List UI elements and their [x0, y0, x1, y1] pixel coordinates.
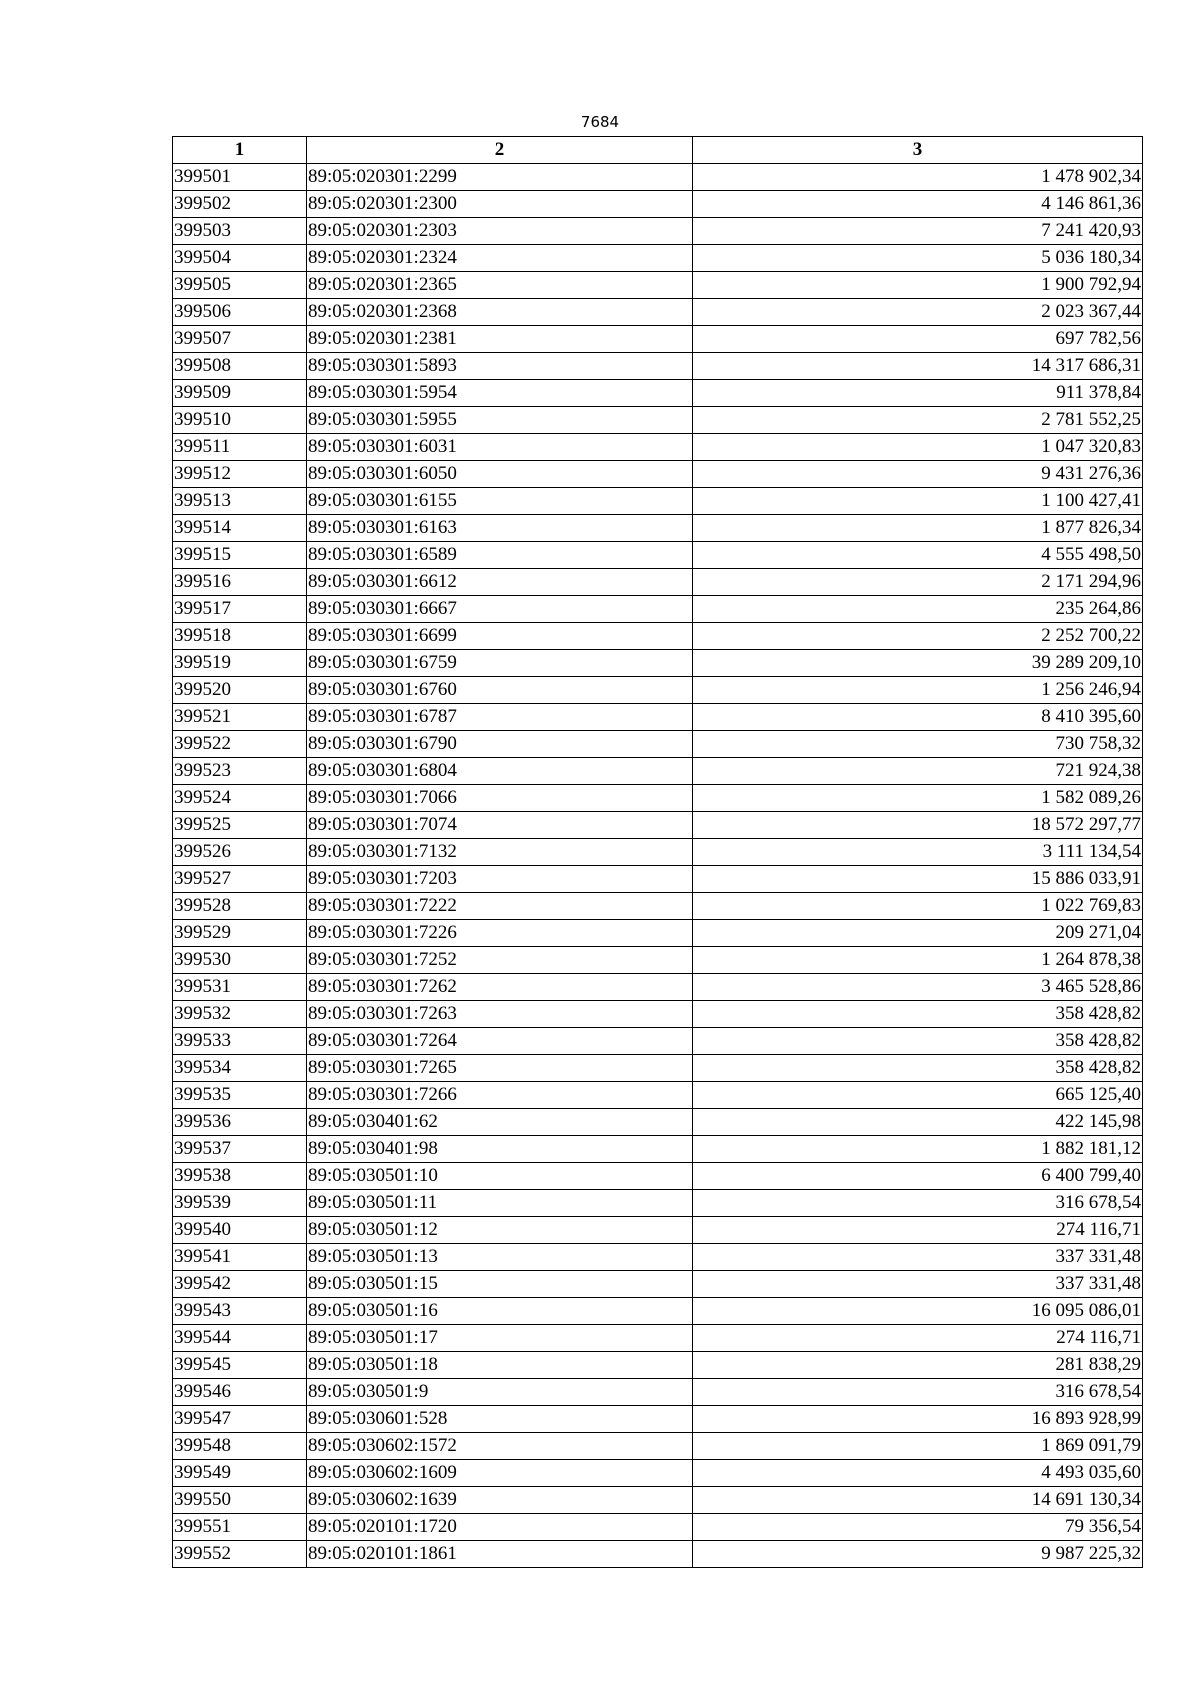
value-cell: 18 572 297,77	[693, 812, 1143, 839]
row-number-cell: 399522	[173, 731, 307, 758]
table-row	[173, 785, 1143, 812]
value-cell: 274 116,71	[693, 1217, 1143, 1244]
table-row	[173, 623, 1143, 650]
column-header-3: 3	[693, 137, 1143, 164]
row-number-cell: 399536	[173, 1109, 307, 1136]
cadastral-number-cell: 89:05:030301:7262	[307, 974, 693, 1001]
row-number-cell: 399512	[173, 461, 307, 488]
value-cell: 1 478 902,34	[693, 164, 1143, 191]
value-cell: 337 331,48	[693, 1244, 1143, 1271]
value-cell: 3 111 134,54	[693, 839, 1143, 866]
value-cell: 721 924,38	[693, 758, 1143, 785]
cadastral-number-cell: 89:05:030301:6589	[307, 542, 693, 569]
row-number-cell: 399541	[173, 1244, 307, 1271]
table-row	[173, 515, 1143, 542]
table-row	[173, 1379, 1143, 1406]
cadastral-number-cell: 89:05:030301:6031	[307, 434, 693, 461]
cadastral-number-cell: 89:05:030501:12	[307, 1217, 693, 1244]
value-cell: 15 886 033,91	[693, 866, 1143, 893]
table-row	[173, 461, 1143, 488]
table-row	[173, 434, 1143, 461]
row-number-cell: 399534	[173, 1055, 307, 1082]
cadastral-number-cell: 89:05:030301:7252	[307, 947, 693, 974]
cadastral-number-cell: 89:05:030301:7266	[307, 1082, 693, 1109]
row-number-cell: 399527	[173, 866, 307, 893]
table-row	[173, 704, 1143, 731]
value-cell: 39 289 209,10	[693, 650, 1143, 677]
row-number-cell: 399532	[173, 1001, 307, 1028]
value-cell: 316 678,54	[693, 1190, 1143, 1217]
table-row	[173, 191, 1143, 218]
cadastral-number-cell: 89:05:030501:9	[307, 1379, 693, 1406]
row-number-cell: 399524	[173, 785, 307, 812]
cadastral-number-cell: 89:05:030301:7265	[307, 1055, 693, 1082]
row-number-cell: 399531	[173, 974, 307, 1001]
table-row	[173, 974, 1143, 1001]
cadastral-number-cell: 89:05:030501:11	[307, 1190, 693, 1217]
value-cell: 274 116,71	[693, 1325, 1143, 1352]
table-row	[173, 407, 1143, 434]
cadastral-number-cell: 89:05:030602:1609	[307, 1460, 693, 1487]
row-number-cell: 399545	[173, 1352, 307, 1379]
data-table	[172, 136, 1143, 1568]
value-cell: 358 428,82	[693, 1028, 1143, 1055]
cadastral-number-cell: 89:05:030501:13	[307, 1244, 693, 1271]
row-number-cell: 399528	[173, 893, 307, 920]
row-number-cell: 399533	[173, 1028, 307, 1055]
table-row	[173, 353, 1143, 380]
value-cell: 14 691 130,34	[693, 1487, 1143, 1514]
value-cell: 5 036 180,34	[693, 245, 1143, 272]
cadastral-number-cell: 89:05:030301:6787	[307, 704, 693, 731]
table-row	[173, 677, 1143, 704]
value-cell: 358 428,82	[693, 1001, 1143, 1028]
cadastral-number-cell: 89:05:030501:16	[307, 1298, 693, 1325]
row-number-cell: 399539	[173, 1190, 307, 1217]
cadastral-number-cell: 89:05:030601:528	[307, 1406, 693, 1433]
row-number-cell: 399519	[173, 650, 307, 677]
value-cell: 911 378,84	[693, 380, 1143, 407]
row-number-cell: 399552	[173, 1541, 307, 1568]
table-row	[173, 1271, 1143, 1298]
value-cell: 1 047 320,83	[693, 434, 1143, 461]
value-cell: 16 095 086,01	[693, 1298, 1143, 1325]
value-cell: 1 582 089,26	[693, 785, 1143, 812]
row-number-cell: 399518	[173, 623, 307, 650]
row-number-cell: 399501	[173, 164, 307, 191]
cadastral-number-cell: 89:05:020301:2381	[307, 326, 693, 353]
table-row	[173, 1082, 1143, 1109]
cadastral-number-cell: 89:05:030501:15	[307, 1271, 693, 1298]
row-number-cell: 399540	[173, 1217, 307, 1244]
value-cell: 2 023 367,44	[693, 299, 1143, 326]
row-number-cell: 399551	[173, 1514, 307, 1541]
cadastral-number-cell: 89:05:030301:5955	[307, 407, 693, 434]
cadastral-number-cell: 89:05:020101:1861	[307, 1541, 693, 1568]
cadastral-number-cell: 89:05:020301:2300	[307, 191, 693, 218]
cadastral-number-cell: 89:05:030301:7074	[307, 812, 693, 839]
table-row	[173, 758, 1143, 785]
row-number-cell: 399507	[173, 326, 307, 353]
cadastral-number-cell: 89:05:030301:7066	[307, 785, 693, 812]
value-cell: 7 241 420,93	[693, 218, 1143, 245]
row-number-cell: 399514	[173, 515, 307, 542]
table-row	[173, 245, 1143, 272]
table-row	[173, 1406, 1143, 1433]
row-number-cell: 399517	[173, 596, 307, 623]
value-cell: 697 782,56	[693, 326, 1143, 353]
table-row	[173, 650, 1143, 677]
cadastral-number-cell: 89:05:030301:6699	[307, 623, 693, 650]
value-cell: 79 356,54	[693, 1514, 1143, 1541]
cadastral-number-cell: 89:05:030301:6163	[307, 515, 693, 542]
value-cell: 1 022 769,83	[693, 893, 1143, 920]
row-number-cell: 399509	[173, 380, 307, 407]
cadastral-number-cell: 89:05:030301:7222	[307, 893, 693, 920]
column-header-2: 2	[307, 137, 693, 164]
table-row	[173, 218, 1143, 245]
row-number-cell: 399510	[173, 407, 307, 434]
cadastral-number-cell: 89:05:020301:2303	[307, 218, 693, 245]
table-row	[173, 1298, 1143, 1325]
row-number-cell: 399505	[173, 272, 307, 299]
cadastral-number-cell: 89:05:030501:17	[307, 1325, 693, 1352]
value-cell: 358 428,82	[693, 1055, 1143, 1082]
table-row	[173, 542, 1143, 569]
table-row	[173, 569, 1143, 596]
table-row	[173, 1109, 1143, 1136]
value-cell: 9 987 225,32	[693, 1541, 1143, 1568]
row-number-cell: 399508	[173, 353, 307, 380]
cadastral-number-cell: 89:05:030401:62	[307, 1109, 693, 1136]
cadastral-number-cell: 89:05:030301:7203	[307, 866, 693, 893]
table-row	[173, 1541, 1143, 1568]
table-row	[173, 1028, 1143, 1055]
value-cell: 6 400 799,40	[693, 1163, 1143, 1190]
cadastral-number-cell: 89:05:020301:2368	[307, 299, 693, 326]
table-row	[173, 272, 1143, 299]
row-number-cell: 399530	[173, 947, 307, 974]
cadastral-number-cell: 89:05:030301:7263	[307, 1001, 693, 1028]
value-cell: 9 431 276,36	[693, 461, 1143, 488]
row-number-cell: 399550	[173, 1487, 307, 1514]
table-row	[173, 1055, 1143, 1082]
table-row	[173, 299, 1143, 326]
row-number-cell: 399543	[173, 1298, 307, 1325]
table-row	[173, 1001, 1143, 1028]
row-number-cell: 399538	[173, 1163, 307, 1190]
cadastral-number-cell: 89:05:020101:1720	[307, 1514, 693, 1541]
cadastral-number-cell: 89:05:020301:2365	[307, 272, 693, 299]
row-number-cell: 399549	[173, 1460, 307, 1487]
value-cell: 8 410 395,60	[693, 704, 1143, 731]
row-number-cell: 399525	[173, 812, 307, 839]
table-row	[173, 893, 1143, 920]
cadastral-number-cell: 89:05:030301:5893	[307, 353, 693, 380]
table-row	[173, 1217, 1143, 1244]
table-row	[173, 1325, 1143, 1352]
column-header-1: 1	[173, 137, 307, 164]
row-number-cell: 399503	[173, 218, 307, 245]
value-cell: 1 869 091,79	[693, 1433, 1143, 1460]
value-cell: 2 781 552,25	[693, 407, 1143, 434]
row-number-cell: 399535	[173, 1082, 307, 1109]
table-row	[173, 731, 1143, 758]
row-number-cell: 399520	[173, 677, 307, 704]
cadastral-number-cell: 89:05:030501:18	[307, 1352, 693, 1379]
cadastral-number-cell: 89:05:030602:1639	[307, 1487, 693, 1514]
row-number-cell: 399523	[173, 758, 307, 785]
table-row	[173, 380, 1143, 407]
table-row	[173, 920, 1143, 947]
table-row	[173, 1487, 1143, 1514]
value-cell: 209 271,04	[693, 920, 1143, 947]
cadastral-number-cell: 89:05:030301:6790	[307, 731, 693, 758]
table-row	[173, 1190, 1143, 1217]
cadastral-number-cell: 89:05:030301:7132	[307, 839, 693, 866]
value-cell: 1 900 792,94	[693, 272, 1143, 299]
cadastral-number-cell: 89:05:030602:1572	[307, 1433, 693, 1460]
value-cell: 730 758,32	[693, 731, 1143, 758]
table-row	[173, 596, 1143, 623]
cadastral-number-cell: 89:05:030301:6667	[307, 596, 693, 623]
table-row	[173, 164, 1143, 191]
row-number-cell: 399521	[173, 704, 307, 731]
value-cell: 2 171 294,96	[693, 569, 1143, 596]
value-cell: 1 100 427,41	[693, 488, 1143, 515]
cadastral-number-cell: 89:05:030301:6050	[307, 461, 693, 488]
cadastral-number-cell: 89:05:030301:6155	[307, 488, 693, 515]
row-number-cell: 399513	[173, 488, 307, 515]
page-number: 7684	[580, 113, 620, 131]
row-number-cell: 399546	[173, 1379, 307, 1406]
table-header	[173, 137, 1143, 164]
row-number-cell: 399548	[173, 1433, 307, 1460]
value-cell: 14 317 686,31	[693, 353, 1143, 380]
table-row	[173, 866, 1143, 893]
table-row	[173, 326, 1143, 353]
value-cell: 4 146 861,36	[693, 191, 1143, 218]
cadastral-number-cell: 89:05:030301:7264	[307, 1028, 693, 1055]
row-number-cell: 399515	[173, 542, 307, 569]
cadastral-number-cell: 89:05:020301:2324	[307, 245, 693, 272]
value-cell: 16 893 928,99	[693, 1406, 1143, 1433]
row-number-cell: 399511	[173, 434, 307, 461]
cadastral-number-cell: 89:05:030301:6612	[307, 569, 693, 596]
table-row	[173, 1352, 1143, 1379]
table-row	[173, 1433, 1143, 1460]
value-cell: 2 252 700,22	[693, 623, 1143, 650]
row-number-cell: 399526	[173, 839, 307, 866]
value-cell: 665 125,40	[693, 1082, 1143, 1109]
cadastral-number-cell: 89:05:030401:98	[307, 1136, 693, 1163]
value-cell: 1 882 181,12	[693, 1136, 1143, 1163]
table-row	[173, 1136, 1143, 1163]
row-number-cell: 399502	[173, 191, 307, 218]
table-body	[173, 164, 1143, 1568]
cadastral-number-cell: 89:05:030301:6760	[307, 677, 693, 704]
value-cell: 4 555 498,50	[693, 542, 1143, 569]
cadastral-number-cell: 89:05:030501:10	[307, 1163, 693, 1190]
table-row	[173, 1163, 1143, 1190]
table-row	[173, 488, 1143, 515]
header-row	[173, 137, 1143, 164]
value-cell: 316 678,54	[693, 1379, 1143, 1406]
row-number-cell: 399547	[173, 1406, 307, 1433]
table-row	[173, 839, 1143, 866]
row-number-cell: 399529	[173, 920, 307, 947]
cadastral-number-cell: 89:05:030301:6804	[307, 758, 693, 785]
value-cell: 1 256 246,94	[693, 677, 1143, 704]
value-cell: 1 264 878,38	[693, 947, 1143, 974]
cadastral-number-cell: 89:05:030301:5954	[307, 380, 693, 407]
table-row	[173, 812, 1143, 839]
cadastral-number-cell: 89:05:030301:7226	[307, 920, 693, 947]
cadastral-number-cell: 89:05:030301:6759	[307, 650, 693, 677]
value-cell: 235 264,86	[693, 596, 1143, 623]
row-number-cell: 399544	[173, 1325, 307, 1352]
value-cell: 4 493 035,60	[693, 1460, 1143, 1487]
value-cell: 281 838,29	[693, 1352, 1143, 1379]
row-number-cell: 399516	[173, 569, 307, 596]
row-number-cell: 399542	[173, 1271, 307, 1298]
cadastral-number-cell: 89:05:020301:2299	[307, 164, 693, 191]
value-cell: 422 145,98	[693, 1109, 1143, 1136]
table-row	[173, 947, 1143, 974]
table-row	[173, 1514, 1143, 1541]
row-number-cell: 399537	[173, 1136, 307, 1163]
row-number-cell: 399504	[173, 245, 307, 272]
row-number-cell: 399506	[173, 299, 307, 326]
table-row	[173, 1460, 1143, 1487]
table-row	[173, 1244, 1143, 1271]
value-cell: 337 331,48	[693, 1271, 1143, 1298]
value-cell: 1 877 826,34	[693, 515, 1143, 542]
value-cell: 3 465 528,86	[693, 974, 1143, 1001]
